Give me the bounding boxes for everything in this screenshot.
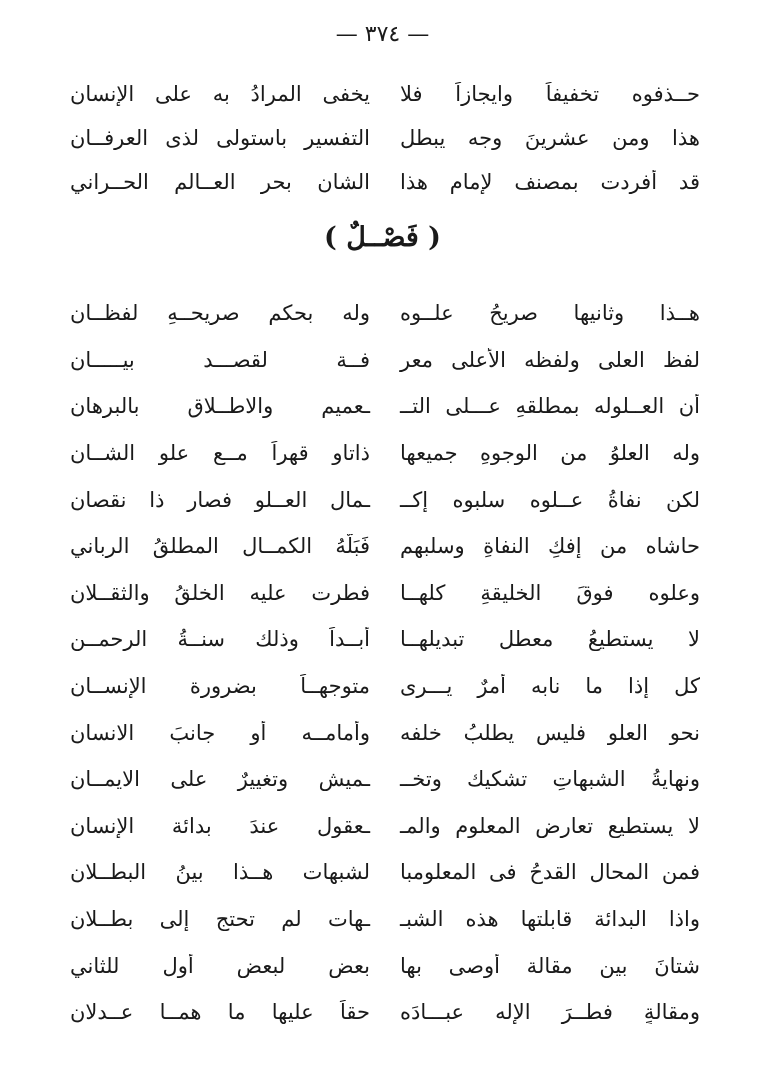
first-hemistich: لا يستطيعُ معطل تبديلهــا (400, 627, 700, 652)
second-hemistich: أبــداً وذلك سنــةُ الرحمــن (70, 627, 370, 652)
verse-line (70, 337, 700, 384)
second-hemistich: يخفى المرادُ به على الإنسان (70, 82, 370, 106)
second-hemistich: لشبهات هــذا بينُ البطــلان (70, 860, 370, 885)
second-hemistich: ـعميم والاطــلاقِ بالبرهان (70, 394, 370, 419)
second-hemistich: بعض لبعض أول للثاني (70, 953, 370, 978)
first-hemistich: نحو العلوِ فليس يطلبُ خلفه (400, 720, 700, 745)
verse-line (70, 570, 700, 617)
page-number: — ٣٧٤ — (335, 22, 430, 47)
second-hemistich: متوجهــاً بضرورة الإِنســان (70, 674, 370, 699)
verse-line (70, 523, 700, 570)
second-hemistich: ـهات لم تحتج إلى بطــلان (70, 907, 370, 932)
verse-line (70, 942, 700, 989)
first-hemistich: أن العــلوله بمطلقهِ عـــلى التــ (400, 394, 700, 419)
first-hemistich: وعلوه فوقَ الخليقةِ كلهــا (400, 580, 700, 605)
second-hemistich: ـمال العــلو فصار ذا نقصان (70, 487, 370, 512)
second-hemistich: وأمامــه أو جانبَ الانسان (70, 720, 370, 745)
first-hemistich: لكن نفاةُ عــلوه سلبوه إكــ (400, 487, 700, 512)
verse-line (70, 383, 700, 430)
first-hemistich: ونهايةُ الشبهاتِ تشكيك وتخــ (400, 767, 700, 792)
first-hemistich: كل إذا ما نابه أمرٌ يـــرى (400, 674, 700, 699)
first-hemistich: حاشاه من إفكِ النفاةِ وسلبهم (400, 534, 700, 559)
verse-line (70, 616, 700, 663)
first-hemistich: شتانَ بين مقالة أوصى بها (400, 953, 700, 978)
top-verses (70, 72, 700, 204)
first-hemistich: وله العلوُ من الوجوهِ جميعها (400, 441, 700, 466)
verse-line (70, 160, 700, 204)
first-hemistich: لفظ العلى ولفظه الأَعلى معر (400, 347, 700, 372)
section-title: ( فَصْــلٌ ) (324, 222, 441, 253)
second-hemistich: فَبَلَّهُ الكمــال المطلقُ الرباني (70, 534, 370, 559)
verse-line (70, 116, 700, 160)
poem-verses (70, 290, 700, 1036)
second-hemistich: ـعقول عندَ بدائة الإِنسان (70, 813, 370, 838)
second-hemistich: ـميش وتغييرٌ على الايمــان (70, 767, 370, 792)
verse-line (70, 290, 700, 337)
first-hemistich: واذا البدائة قابلتها هذه الشبـ (400, 907, 700, 932)
first-hemistich: ومقالةٍ فطــرَ الإِله عبـــادَه (400, 1000, 700, 1025)
second-hemistich: ذاتاو قهراً مــع علو الشــان (70, 441, 370, 466)
verse-line (70, 430, 700, 477)
second-hemistich: وله بحكم صريحــهِ لفظــان (70, 301, 370, 326)
verse-line (70, 849, 700, 896)
verse-line (70, 989, 700, 1036)
first-hemistich: هــذا وثانيها صريحُ علــوه (400, 301, 700, 326)
verse-line (70, 72, 700, 116)
verse-line (70, 709, 700, 756)
second-hemistich: التفسير باستولى لذى العرفــان (70, 126, 370, 150)
verse-line (70, 803, 700, 850)
verse-line (70, 756, 700, 803)
second-hemistich: فــة لقصـــد بيـــــان (70, 347, 370, 372)
first-hemistich: قد أفردت بمصنف لإمام هذا (400, 170, 700, 194)
first-hemistich: حــذفوه تخفيفاً وايجازاً فلا (400, 82, 700, 106)
second-hemistich: فطرت عليه الخلقُ والثقــلان (70, 580, 370, 605)
second-hemistich: الشان بحر العــالم الحــراني (70, 170, 370, 194)
second-hemistich: حقاً عليها ما همــا عــدلان (70, 1000, 370, 1025)
verse-line (70, 896, 700, 943)
verse-line (70, 663, 700, 710)
verse-line (70, 476, 700, 523)
first-hemistich: هذا ومن عشرينَ وجه يبطل (400, 126, 700, 150)
first-hemistich: لا يستطيع تعارض المعلومِ والمـ (400, 813, 700, 838)
first-hemistich: فمن المحال القدحُ فى المعلومبا (400, 860, 700, 885)
